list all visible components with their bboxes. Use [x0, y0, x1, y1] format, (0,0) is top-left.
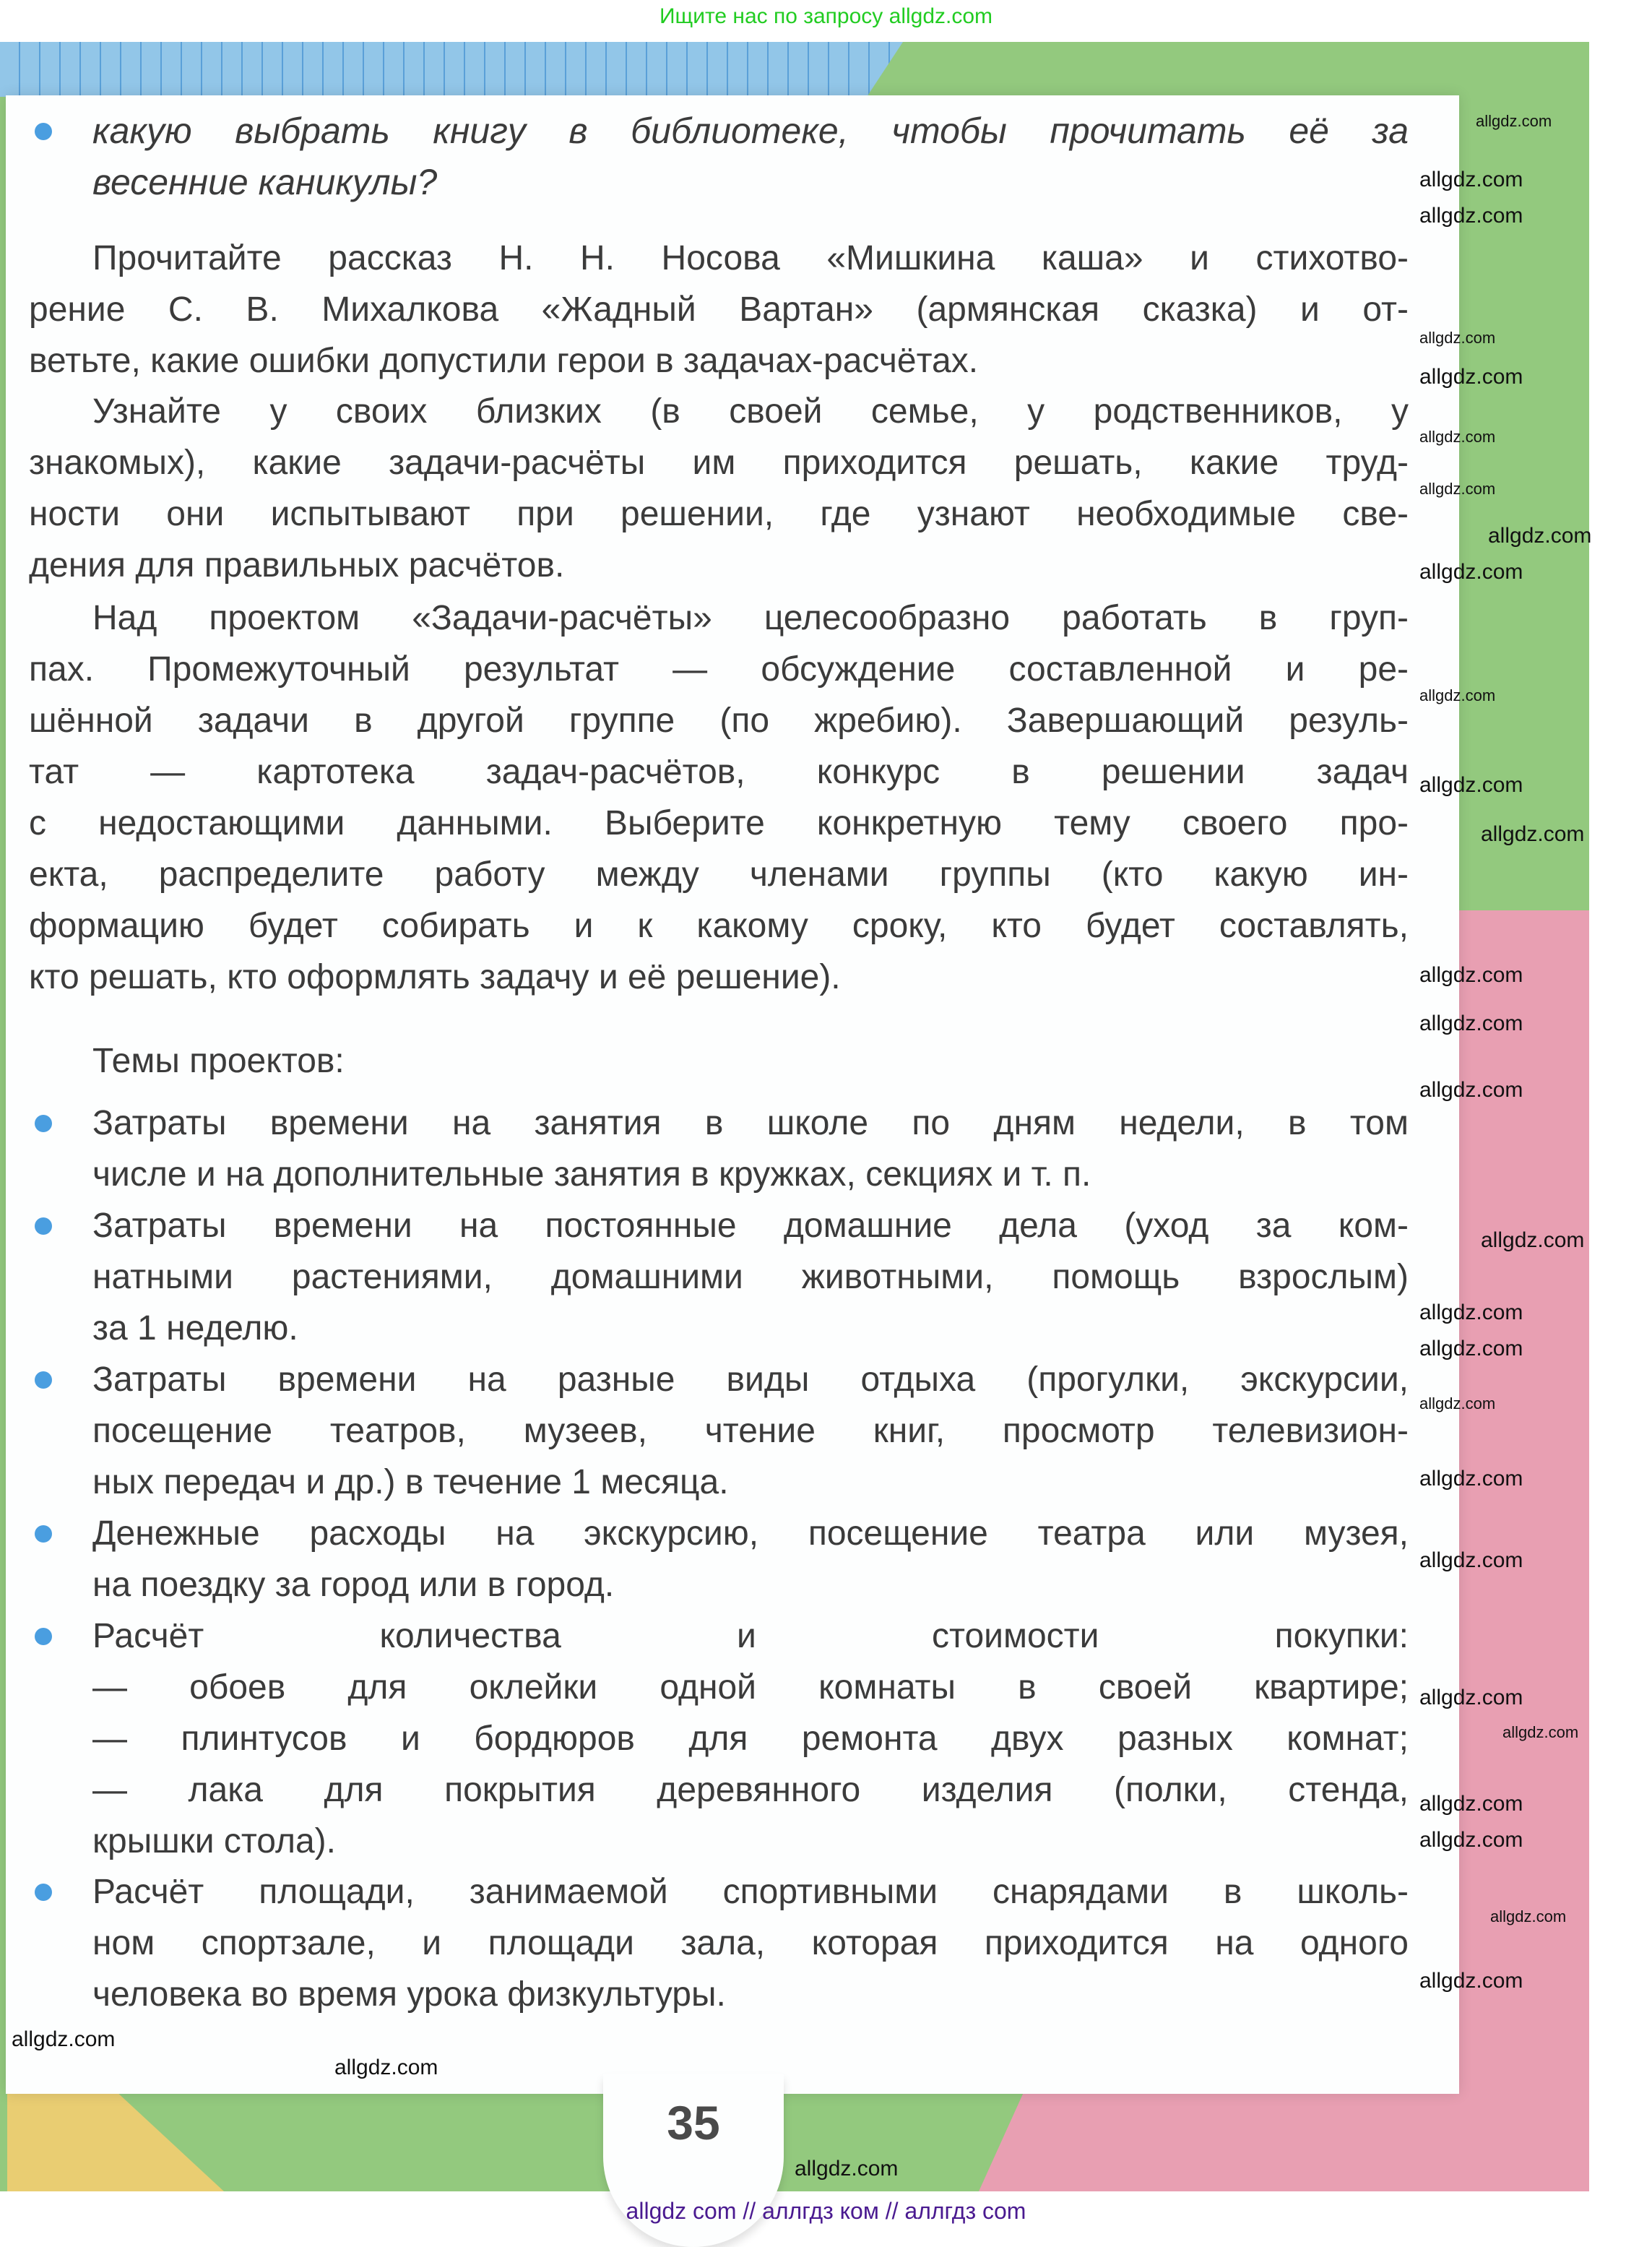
watermark-text: allgdz.com	[795, 2157, 899, 2181]
watermark-text: allgdz.com	[334, 2056, 438, 2079]
text-line: — лака для покрытия деревянного изделия (полки, стенда,	[92, 1771, 1409, 1809]
watermark-text: allgdz.com	[1419, 1686, 1523, 1709]
text-line: человека во время урока физкультуры.	[92, 1975, 726, 2014]
bullet-icon	[35, 1525, 52, 1543]
watermark-text: allgdz.com	[1419, 1828, 1523, 1852]
paragraph	[29, 592, 1409, 1003]
watermark-text: allgdz.com	[1419, 428, 1496, 446]
text-line: рение С. В. Михалкова «Жадный Вартан» (армянская сказка) и от-	[29, 290, 1409, 329]
watermark-text: allgdz.com	[1419, 168, 1523, 191]
theme-list-item	[92, 1866, 1409, 2020]
text-line: весенние каникулы?	[92, 162, 438, 202]
text-line: за 1 неделю.	[92, 1309, 298, 1347]
text-line: тат — картотека задач-расчётов, конкурс в решении задач	[29, 753, 1409, 791]
themes-heading: Темы проектов:	[92, 1042, 345, 1080]
text-line: Прочитайте рассказ Н. Н. Носова «Мишкина каша» и стихотво-	[92, 239, 1409, 277]
text-line: Узнайте у своих близких (в своей семье, у родственников, у	[92, 392, 1409, 431]
watermark-text: allgdz.com	[1419, 1394, 1496, 1413]
text-line: Денежные расходы на экскурсию, посещение театра или музея,	[92, 1514, 1409, 1553]
bullet-icon	[35, 1217, 52, 1235]
text-line: натными растениями, домашними животными, помощь взрослым)	[92, 1258, 1409, 1296]
watermark-text: allgdz.com	[1490, 1907, 1567, 1925]
watermark-text: allgdz.com	[1419, 1792, 1523, 1816]
bullet-icon	[35, 1371, 52, 1389]
watermark-text: allgdz.com	[1419, 1969, 1523, 1993]
text-line: — плинтусов и бордюров для ремонта двух разных комнат;	[92, 1720, 1409, 1758]
text-line: посещение театров, музеев, чтение книг, просмотр телевизион-	[92, 1412, 1409, 1450]
text-line: пах. Промежуточный результат — обсуждение составленной и ре-	[29, 650, 1409, 689]
paragraph	[29, 233, 1409, 387]
text-line: ных передач и др.) в течение 1 месяца.	[92, 1463, 729, 1501]
text-line: с недостающими данными. Выберите конкретную тему своего про-	[29, 804, 1409, 842]
bottom-banner-link[interactable]: allgdz com // аллгдз ком // аллгдз com	[626, 2198, 1026, 2224]
text-line: екта, распределите работу между членами группы (кто какую ин-	[29, 855, 1409, 894]
theme-list-item	[92, 1200, 1409, 1354]
intro-question	[92, 105, 1409, 208]
watermark-text: allgdz.com	[1419, 480, 1496, 498]
text-line: шённой задачи в другой группе (по жребию). Завершающий резуль-	[29, 702, 1409, 740]
watermark-text: allgdz.com	[1419, 1301, 1523, 1324]
watermark-text: allgdz.com	[1419, 365, 1523, 389]
watermark-text: allgdz.com	[1481, 1228, 1585, 1252]
watermark-text: allgdz.com	[1419, 560, 1523, 584]
top-banner-link[interactable]: Ищите нас по запросу allgdz.com	[659, 4, 993, 28]
text-line: Затраты времени на разные виды отдыха (прогулки, экскурсии,	[92, 1360, 1409, 1399]
text-line: крышки стола).	[92, 1822, 336, 1860]
watermark-text: allgdz.com	[1419, 329, 1496, 347]
watermark-text: allgdz.com	[1476, 112, 1552, 130]
text-line: на поездку за город или в город.	[92, 1566, 615, 1604]
text-line: Над проектом «Задачи-расчёты» целесообразно работать в груп-	[92, 599, 1409, 637]
text-line: числе и на дополнительные занятия в кружках, секциях и т. п.	[92, 1155, 1091, 1194]
text-line: — обоев для оклейки одной комнаты в своей квартире;	[92, 1668, 1409, 1707]
theme-list-item	[92, 1354, 1409, 1508]
watermark-text: allgdz.com	[1419, 1467, 1523, 1491]
watermark-text: allgdz.com	[1419, 204, 1523, 228]
bullet-icon	[35, 1884, 52, 1901]
text-line: ности они испытывают при решении, где узнают необходимые све-	[29, 495, 1409, 533]
text-line: Расчёт количества и стоимости покупки:	[92, 1617, 1409, 1655]
watermark-text: allgdz.com	[12, 2027, 116, 2051]
theme-list-item	[92, 1508, 1409, 1610]
watermark-text: allgdz.com	[1419, 1548, 1523, 1572]
watermark-text: allgdz.com	[1481, 822, 1585, 846]
bullet-icon	[35, 1628, 52, 1645]
theme-list-item	[92, 1097, 1409, 1200]
text-line: какую выбрать книгу в библиотеке, чтобы прочитать её за	[92, 111, 1409, 151]
blue-grid-background	[0, 42, 903, 97]
theme-list-item	[92, 1610, 1409, 1867]
watermark-text: allgdz.com	[1502, 1723, 1579, 1741]
themes-heading-block	[29, 1035, 1409, 1087]
text-line: Затраты времени на постоянные домашние дела (уход за ком-	[92, 1207, 1409, 1245]
text-line: дения для правильных расчётов.	[29, 546, 565, 585]
watermark-text: allgdz.com	[1419, 1078, 1523, 1102]
watermark-text: allgdz.com	[1488, 524, 1592, 548]
bullet-icon	[35, 123, 52, 140]
page-number: 35	[667, 2096, 720, 2149]
paragraph	[29, 386, 1409, 591]
watermark-text: allgdz.com	[1419, 963, 1523, 987]
watermark-text: allgdz.com	[1419, 1012, 1523, 1035]
bullet-icon	[35, 1115, 52, 1132]
text-line: формацию будет собирать и к какому сроку, кто будет составлять,	[29, 907, 1409, 945]
text-line: знакомых), какие задачи-расчёты им приходится решать, какие труд-	[29, 444, 1409, 482]
watermark-text: allgdz.com	[1419, 773, 1523, 797]
text-line: кто решать, кто оформлять задачу и её решение).	[29, 958, 841, 996]
watermark-text: allgdz.com	[1419, 1337, 1523, 1360]
text-line: Затраты времени на занятия в школе по дням недели, в том	[92, 1104, 1409, 1142]
watermark-text: allgdz.com	[1419, 686, 1496, 704]
text-line: Расчёт площади, занимаемой спортивными снарядами в школь-	[92, 1873, 1409, 1911]
text-line: ветьте, какие ошибки допустили герои в задачах-расчётах.	[29, 342, 979, 380]
text-line: ном спортзале, и площади зала, которая приходится на одного	[92, 1924, 1409, 1962]
